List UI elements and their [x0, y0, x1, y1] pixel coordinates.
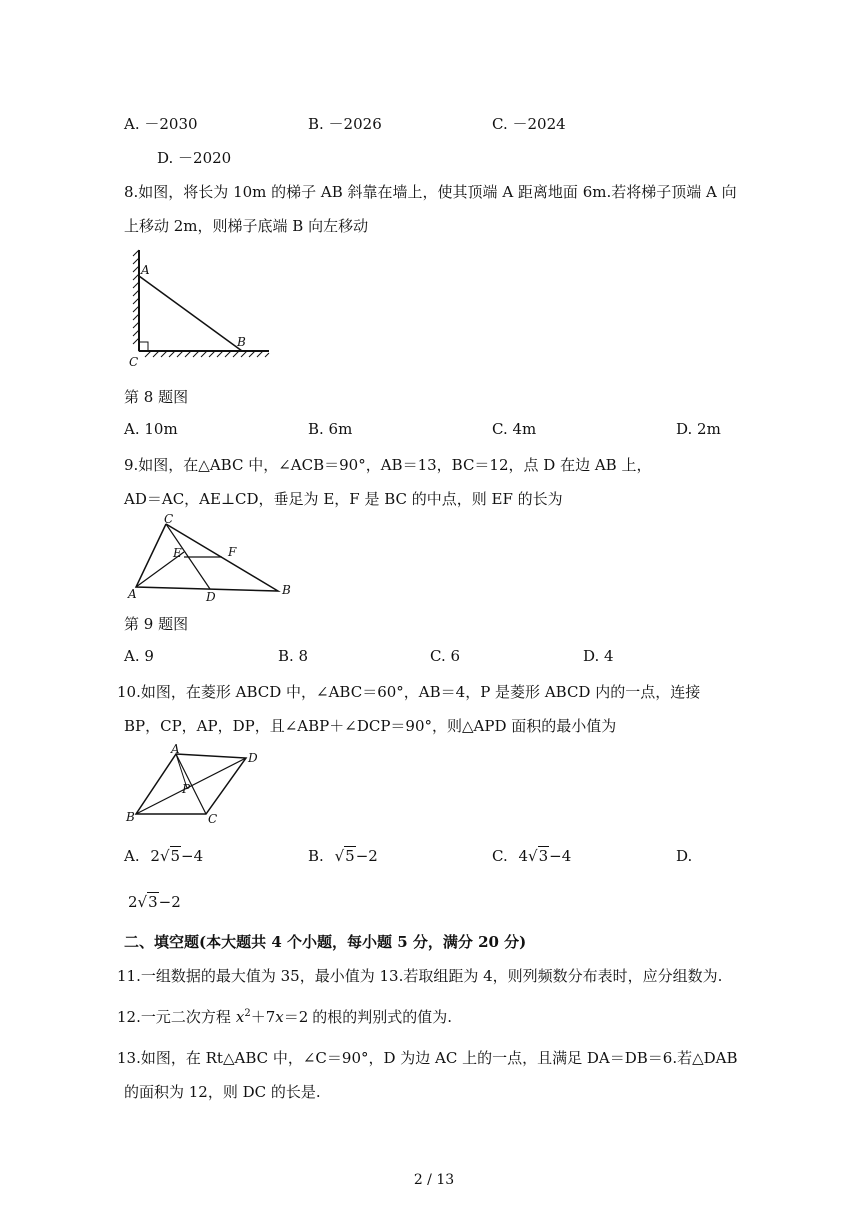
- q8-option-b: B. 6m: [308, 420, 353, 438]
- q9-option-b: B. 8: [278, 647, 309, 665]
- q13-text-line1: 13.如图，在 Rt△ABC 中，∠C＝90°，D 为边 AC 上的一点，且满足 DA＝DB＝6.若△DAB: [117, 1049, 738, 1067]
- section2-heading: 二、填空题(本大题共 4 个小题，每小题 5 分，满分 20 分): [124, 933, 527, 951]
- q10-option-b: [308, 847, 378, 865]
- q11-text: 11.一组数据的最大值为 35，最小值为 13.若取组距为 4，则列频数分布表时，应分组数为.: [117, 967, 723, 985]
- q10-option-b-label: B.: [308, 847, 324, 865]
- q10-label-c: C: [208, 812, 218, 826]
- q10-option-d-label: D.: [676, 847, 693, 865]
- q9-caption: 第 9 题图: [124, 615, 189, 633]
- q9-label-f: F: [228, 545, 237, 559]
- q10-option-c-coef: 4: [518, 847, 529, 865]
- q8-label-b: B: [237, 335, 246, 349]
- q10-option-c: [492, 847, 571, 865]
- q9-option-d: D. 4: [583, 647, 614, 665]
- q10-label-b: B: [126, 810, 135, 824]
- q10-text-line1: 10.如图，在菱形 ABCD 中，∠ABC＝60°，AB＝4，P 是菱形 ABCD 内的一点，连接: [117, 683, 701, 701]
- q10-option-a-radical: √5: [159, 847, 181, 865]
- q7-option-d: D. －2020: [157, 149, 232, 167]
- q9-option-a: A. 9: [124, 647, 154, 665]
- q10-label-d: D: [248, 751, 258, 765]
- q10-option-c-radical: √3: [528, 847, 549, 865]
- q9-label-b: B: [282, 583, 291, 597]
- q8-option-a: A. 10m: [124, 420, 178, 438]
- q8-text-line2: 上移动 2m，则梯子底端 B 向左移动: [124, 217, 369, 235]
- q8-text-line1: 8.如图，将长为 10m 的梯子 AB 斜靠在墙上，使其顶端 A 距离地面 6m.若将梯子顶端 A 向: [124, 183, 737, 201]
- q10-option-c-tail: −4: [549, 847, 572, 865]
- q10-option-c-label: C.: [492, 847, 508, 865]
- q10-option-d: [128, 893, 181, 911]
- q10-text-line2: BP，CP，AP，DP，且∠ABP＋∠DCP＝90°，则△APD 面积的最小值为: [124, 717, 617, 735]
- q10-option-d-radical: √3: [137, 893, 158, 911]
- q10-option-d-tail: −2: [158, 893, 181, 911]
- q8-option-c: C. 4m: [492, 420, 537, 438]
- q9-text-line1: 9.如图，在△ABC 中，∠ACB＝90°，AB＝13，BC＝12，点 D 在边 AB 上，: [124, 456, 652, 474]
- q10-option-b-radical: √5: [334, 847, 355, 865]
- q10-option-a-tail: −4: [181, 847, 204, 865]
- q10-rhombus-figure: [124, 742, 264, 830]
- q8-caption: 第 8 题图: [124, 388, 189, 406]
- q9-text-line2: AD＝AC，AE⊥CD，垂足为 E，F 是 BC 的中点，则 EF 的长为: [124, 490, 563, 508]
- q9-label-d: D: [206, 590, 216, 604]
- q8-label-c: C: [129, 355, 139, 369]
- q8-ladder-figure: [125, 248, 275, 370]
- q13-text-line2: 的面积为 12，则 DC 的长是.: [124, 1083, 321, 1101]
- q10-option-b-tail: −2: [355, 847, 378, 865]
- q12-text: 12.一元二次方程 $x^2+7x=2$ 的根的判别式的值为.: [117, 1008, 453, 1026]
- q9-label-c: C: [164, 512, 174, 526]
- q9-option-c: C. 6: [430, 647, 461, 665]
- q10-label-a: A: [171, 742, 180, 756]
- q8-option-d: D. 2m: [676, 420, 721, 438]
- q8-label-a: A: [141, 263, 150, 277]
- q10-option-a-coef: 2: [150, 847, 160, 865]
- q10-option-a: [124, 847, 203, 865]
- q9-label-e: E: [173, 546, 182, 560]
- q9-label-a: A: [128, 587, 137, 601]
- q7-option-c: C. －2024: [492, 115, 566, 133]
- page-number: 2 / 13: [413, 1172, 455, 1188]
- q9-triangle-figure: [124, 512, 296, 604]
- q10-option-a-label: A.: [124, 847, 140, 865]
- q10-label-p: P: [182, 782, 191, 796]
- q7-option-b: B. －2026: [308, 115, 382, 133]
- q7-option-a: A. －2030: [124, 115, 198, 133]
- q10-option-d-coef: 2: [128, 893, 138, 911]
